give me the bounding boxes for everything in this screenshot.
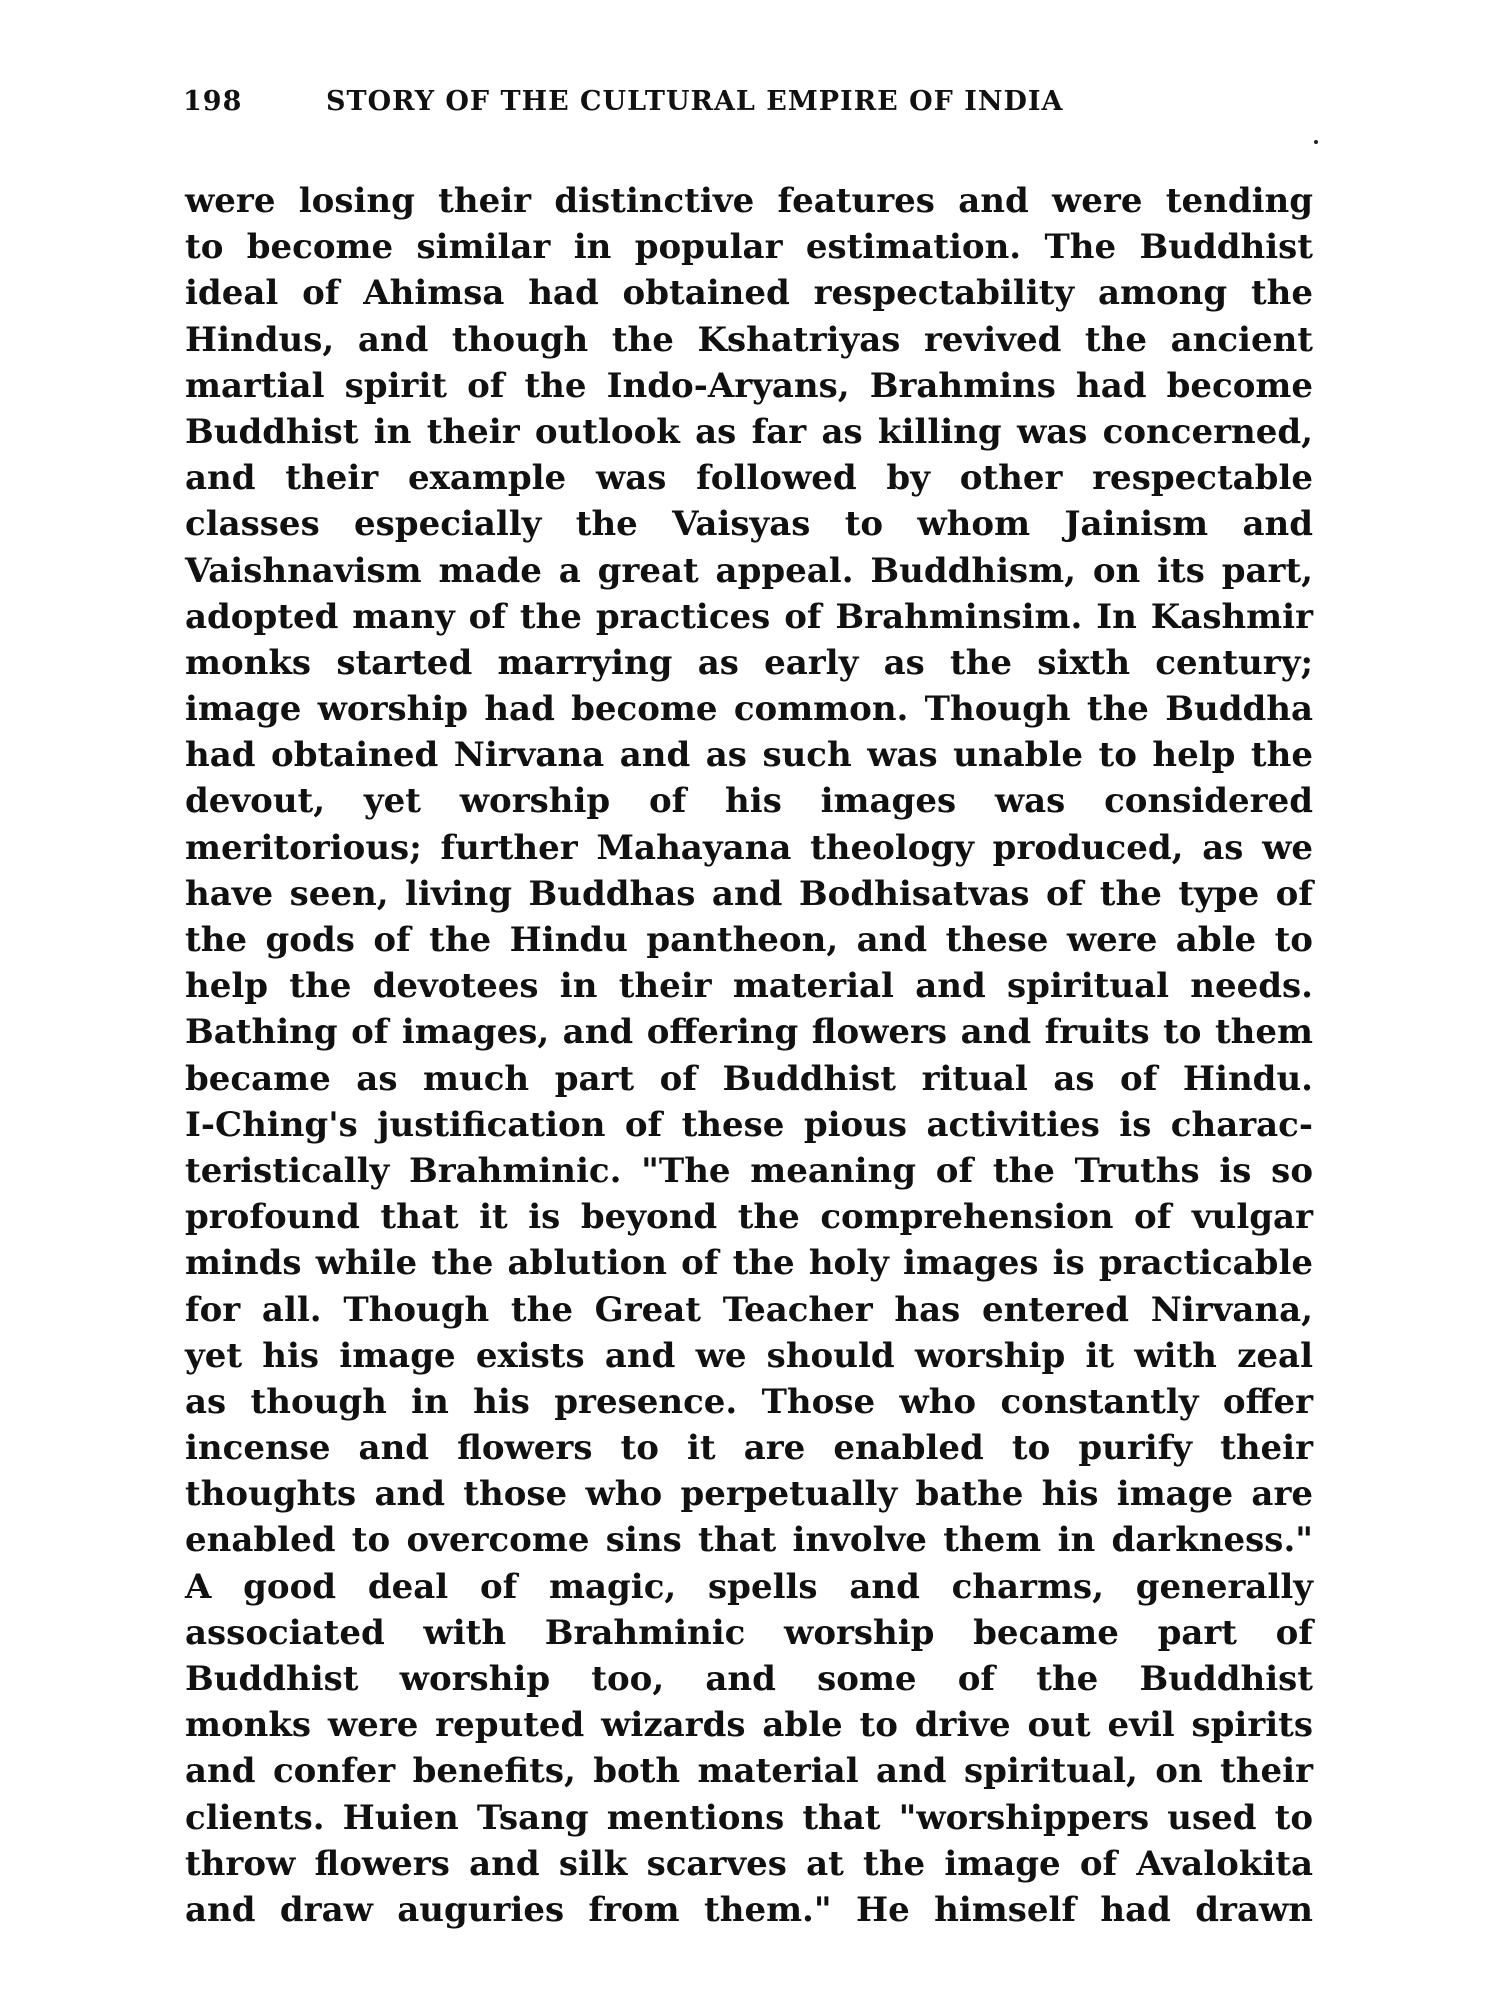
text-line: meritorious; further Mahayana theology produced, as we bbox=[185, 827, 1313, 868]
text-line: devout, yet worship of his images was considered bbox=[185, 781, 1313, 822]
text-line: and draw auguries from them." He himself had drawn bbox=[185, 1889, 1313, 1930]
text-line: were losing their distinctive features and were tending bbox=[185, 181, 1313, 221]
text-line: have seen, living Buddhas and Bodhisatvas of the type of bbox=[185, 873, 1313, 914]
running-head-title: STORY OF THE CULTURAL EMPIRE OF INDIA bbox=[326, 86, 1064, 117]
text-line: thoughts and those who perpetually bathe his image are bbox=[185, 1474, 1313, 1515]
text-line: became as much part of Buddhist ritual as of Hindu. bbox=[185, 1058, 1313, 1099]
text-line: enabled to overcome sins that involve them in darkness." bbox=[185, 1520, 1313, 1561]
text-line: Vaishnavism made a great appeal. Buddhism, on its part, bbox=[185, 550, 1313, 591]
text-line: clients. Huien Tsang mentions that "worshippers used to bbox=[185, 1797, 1313, 1838]
text-line: I-Ching's justification of these pious activities is charac- bbox=[185, 1104, 1313, 1145]
text-line: image worship had become common. Though the Buddha bbox=[185, 689, 1313, 730]
body-text bbox=[185, 178, 1313, 1933]
running-head bbox=[183, 82, 1313, 122]
text-line: incense and flowers to it are enabled to purify their bbox=[185, 1428, 1313, 1469]
text-line: throw flowers and silk scarves at the image of Avalokita bbox=[185, 1843, 1313, 1884]
text-line: help the devotees in their material and spiritual needs. bbox=[185, 966, 1313, 1007]
text-line: adopted many of the practices of Brahminsim. In Kashmir bbox=[185, 596, 1313, 637]
text-line: classes especially the Vaisyas to whom Jainism and bbox=[185, 504, 1313, 545]
print-speck bbox=[1314, 140, 1318, 144]
text-line: Buddhist worship too, and some of the Buddhist bbox=[185, 1659, 1313, 1699]
text-line: for all. Though the Great Teacher has entered Nirvana, bbox=[185, 1289, 1313, 1330]
text-line: martial spirit of the Indo-Aryans, Brahmins had become bbox=[185, 365, 1313, 406]
text-line: and confer benefits, both material and spiritual, on their bbox=[185, 1751, 1313, 1792]
text-line: yet his image exists and we should worship it with zeal bbox=[185, 1335, 1313, 1376]
text-line: had obtained Nirvana and as such was unable to help the bbox=[185, 735, 1313, 776]
text-line: Bathing of images, and offering flowers and fruits to them bbox=[185, 1012, 1313, 1053]
text-line: Buddhist in their outlook as far as killing was concerned, bbox=[185, 411, 1313, 452]
text-line: teristically Brahminic. "The meaning of the Truths is so bbox=[185, 1150, 1313, 1191]
text-line: A good deal of magic, spells and charms, generally bbox=[185, 1566, 1313, 1607]
text-line: the gods of the Hindu pantheon, and these were able to bbox=[185, 920, 1313, 960]
text-line: profound that it is beyond the comprehension of vulgar bbox=[185, 1197, 1313, 1238]
text-line: Hindus, and though the Kshatriyas revived the ancient bbox=[185, 319, 1313, 360]
text-line: monks were reputed wizards able to drive out evil spirits bbox=[185, 1705, 1313, 1746]
text-line: to become similar in popular estimation. The Buddhist bbox=[185, 227, 1313, 268]
text-line: associated with Brahminic worship became part of bbox=[185, 1612, 1313, 1653]
page-number: 198 bbox=[183, 86, 243, 117]
text-line: and their example was followed by other respectable bbox=[185, 458, 1313, 499]
text-line: minds while the ablution of the holy images is practicable bbox=[185, 1243, 1313, 1284]
text-line: as though in his presence. Those who constantly offer bbox=[185, 1381, 1313, 1422]
text-line: monks started marrying as early as the sixth century; bbox=[185, 642, 1313, 683]
text-line: ideal of Ahimsa had obtained respectability among the bbox=[185, 273, 1313, 314]
